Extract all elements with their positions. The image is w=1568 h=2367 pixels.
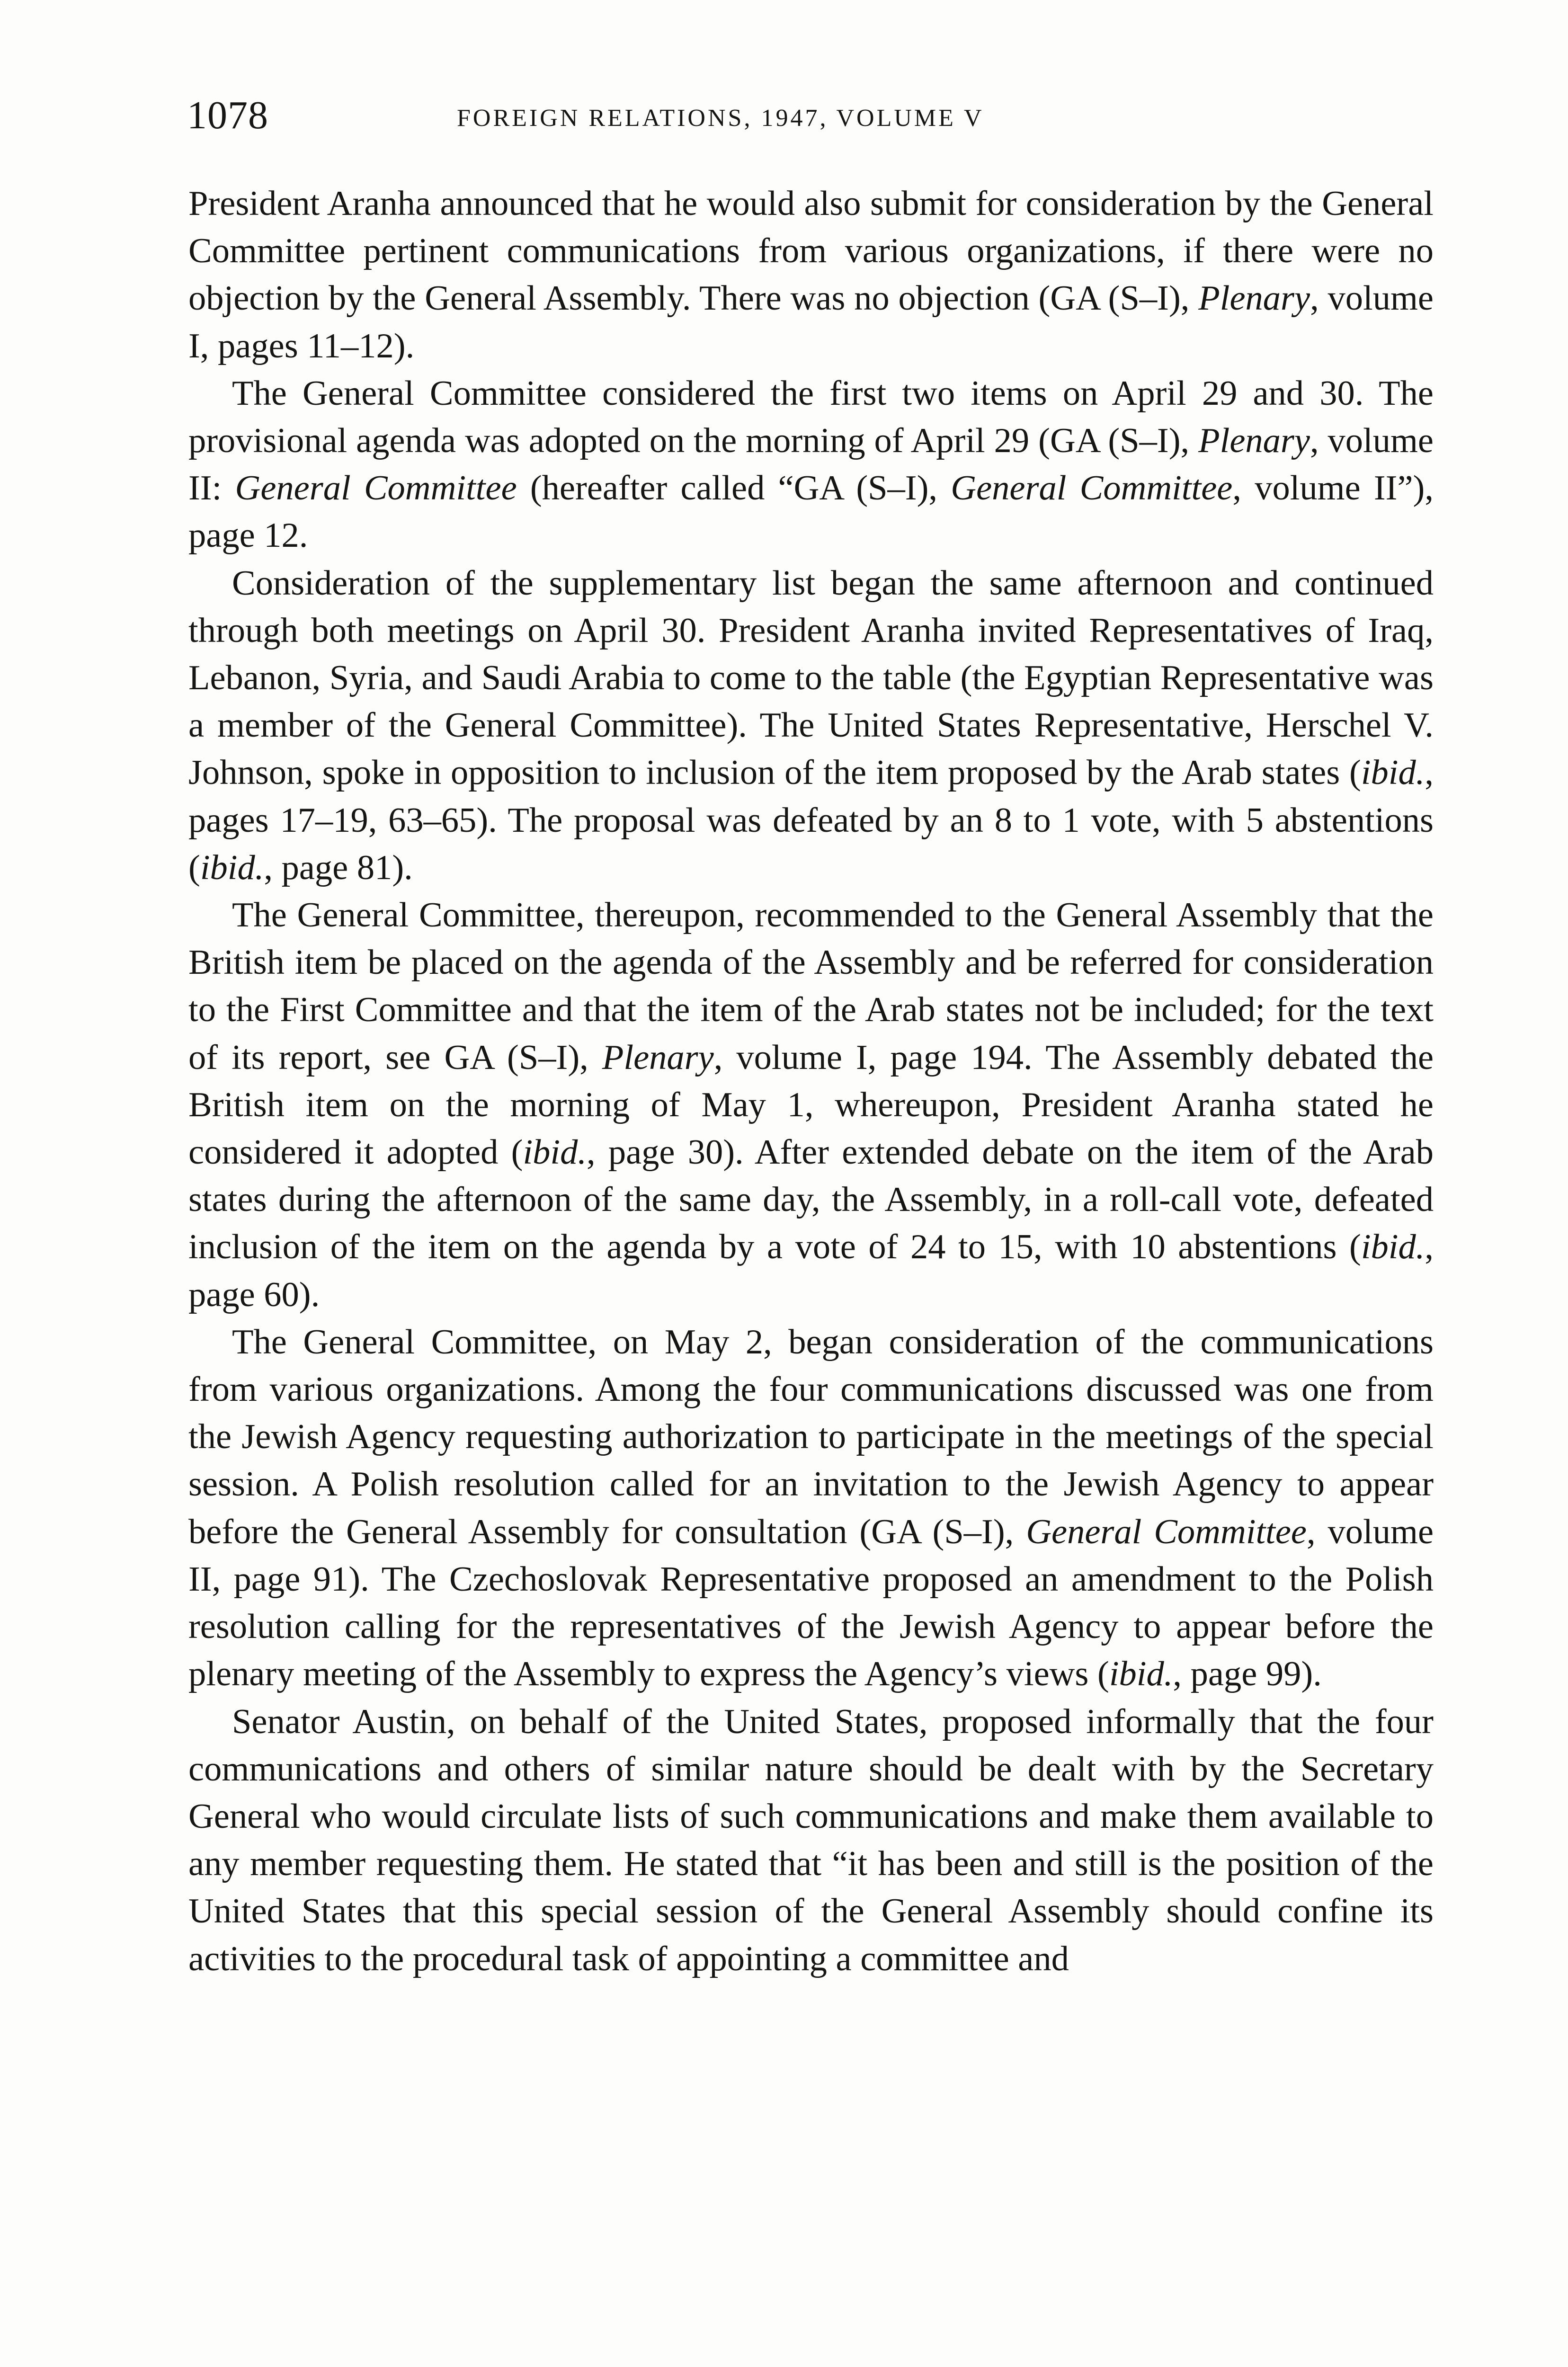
italic-text-run: ibid. (1361, 1228, 1425, 1267)
text-run: Consideration of the supplementary list began the same afternoon and continued through both meetings on April 30. President Aranha invited Representatives of Iraq, Lebanon, Syria, and Saudi Arabia to come to the table (the Egyptian Representative was a member of the General Committee). The United States Representative, Herschel V. Johnson, spoke in opposition to inclusion of the item proposed by the Arab states ( (188, 563, 1434, 792)
italic-text-run: Plenary (602, 1038, 714, 1077)
italic-text-run: Plenary (1198, 421, 1310, 461)
paragraph (188, 1318, 1434, 1698)
text-run: , page 81). (264, 848, 413, 887)
text-run: , page 60). (188, 1228, 1434, 1314)
text-run: The General Committee, thereupon, recommended to the General Assembly that the British item be placed on the agenda of the Assembly and be referred for consideration to the First Committee and that the item of the Arab states not be included; for the text of its report, see GA (S–I), (188, 896, 1434, 1077)
text-run: , volume II, page 91). The Czechoslovak Representative proposed an amendment to the Polish resolution calling for the representatives of the Jewish Agency to appear before the plenary meeting of the Assembly to express the Agency’s views ( (188, 1512, 1434, 1694)
text-run: President Aranha announced that he would also submit for consideration by the General Committee pertinent communications from various organizations, if there were no objection by the General Assembly. There was no objection (GA (S–I), (188, 184, 1434, 318)
italic-text-run: ibid. (1109, 1655, 1173, 1694)
text-run: , pages 17–19, 63–65). The proposal was defeated by an 8 to 1 vote, with 5 abstentions ( (188, 753, 1434, 887)
paragraph (188, 891, 1434, 1318)
body-text (188, 180, 1434, 1983)
text-run: (hereafter called “GA (S–I), (517, 469, 951, 508)
page-number: 1078 (187, 93, 268, 137)
text-run: The General Committee, on May 2, began consideration of the communications from various organizations. Among the four communications discussed was one from the Jewish Agency requesting authorization to participate in the meetings of the special session. A Polish resolution called for an invitation to the Jewish Agency to appear before the General Assembly for consultation (GA (S–I), (188, 1322, 1434, 1551)
paragraph (188, 370, 1434, 560)
text-run: , volume II”), page 12. (188, 469, 1434, 555)
italic-text-run: General Committee (235, 469, 517, 508)
italic-text-run: ibid. (523, 1133, 587, 1172)
italic-text-run: ibid. (1361, 753, 1425, 792)
text-run: The General Committee considered the first two items on April 29 and 30. The provisional agenda was adopted on the morning of April 29 (GA (S–I), (188, 374, 1434, 461)
text-run: , volume II: (188, 421, 1434, 508)
paragraph (188, 1698, 1434, 1983)
paragraph (188, 560, 1434, 891)
italic-text-run: Plenary (1198, 279, 1310, 318)
text-run: , volume I, page 194. The Assembly debated the British item on the morning of May 1, whereupon, President Aranha stated he considered it adopted ( (188, 1038, 1434, 1172)
italic-text-run: General Committee (951, 469, 1233, 508)
text-run: , volume I, pages 11–12). (188, 279, 1434, 365)
paragraph (188, 180, 1434, 370)
text-run: , page 30). After extended debate on the item of the Arab states during the afternoon of the same day, the Assembly, in a roll-call vote, defeated inclusion of the item on the agenda by a vote of 24 to 15, with 10 abstentions ( (188, 1133, 1434, 1267)
italic-text-run: General Committee (1026, 1512, 1307, 1551)
running-head: FOREIGN RELATIONS, 1947, VOLUME V (457, 105, 984, 132)
text-run: Senator Austin, on behalf of the United States, proposed informally that the four communications and others of similar nature should be dealt with by the Secretary General who would circulate lists of such communications and make them available to any member requesting them. He stated that “it has been and still is the position of the United States that this special session of the General Assembly should confine its activities to the procedural task of appointing a committee and (188, 1702, 1434, 1978)
italic-text-run: ibid. (200, 848, 264, 887)
text-run: , page 99). (1173, 1655, 1322, 1694)
